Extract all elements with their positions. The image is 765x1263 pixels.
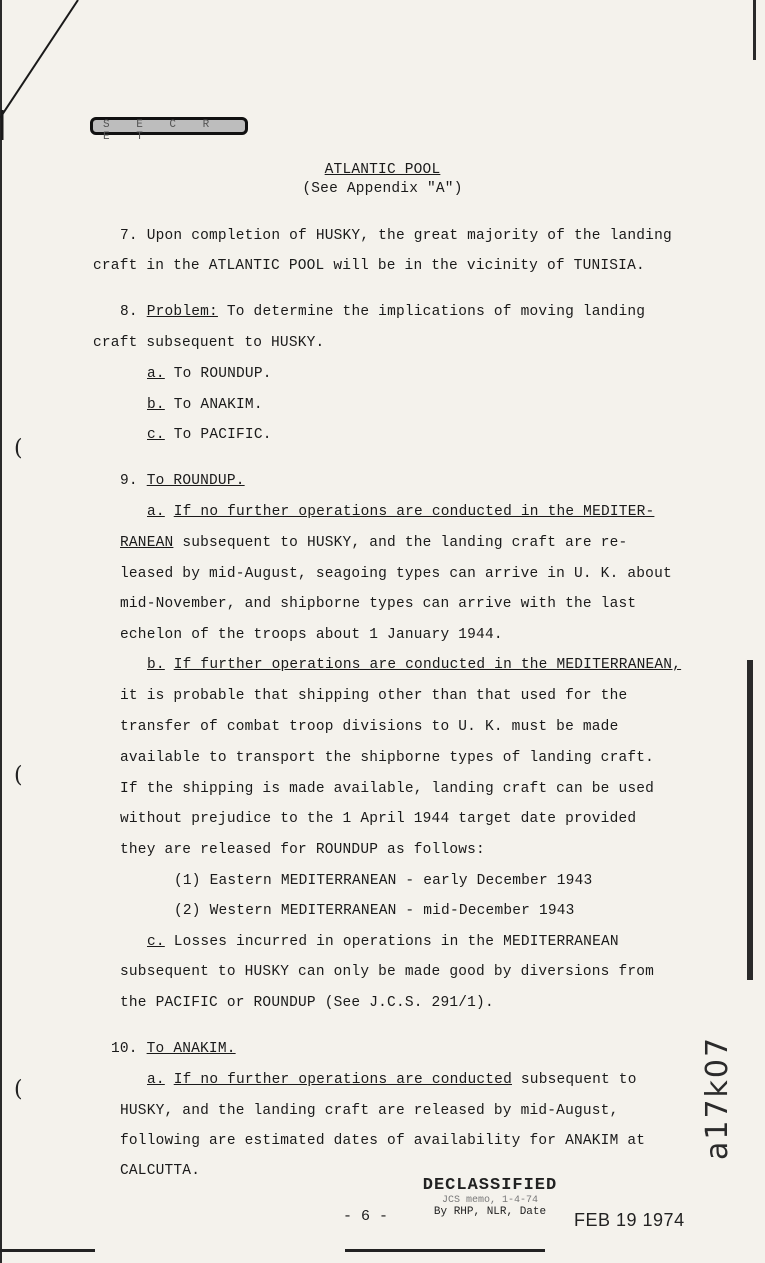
para10a-line-4: CALCUTTA. <box>120 1163 201 1179</box>
para8-number: 8. <box>120 304 147 320</box>
page-title: ATLANTIC POOL <box>324 162 441 178</box>
para9a-line-1 <box>147 504 654 520</box>
para9-heading-text: To ROUNDUP. <box>146 473 245 489</box>
para9b-line-7: they are released for ROUNDUP as follows: <box>120 842 485 858</box>
page-subtitle: (See Appendix "A") <box>302 181 463 197</box>
para10a-underlined: If no further operations are conducted <box>173 1072 512 1088</box>
bottom-rule-center <box>345 1249 545 1252</box>
para8-item-c-letter: c. <box>147 427 165 443</box>
secret-stamp-text: S E C R E T <box>103 119 220 143</box>
para9a-line-3: leased by mid-August, seagoing types can arrive in U. K. about <box>120 566 672 582</box>
para8-line-1 <box>120 304 645 320</box>
para8-line-2: craft subsequent to HUSKY. <box>93 335 325 351</box>
para9b-line-4: available to transport the shipborne types of landing craft. <box>120 750 655 766</box>
para8-item-c-text: To PACIFIC. <box>164 427 272 443</box>
para7-line-2: craft in the ATLANTIC POOL will be in the vicinity of TUNISIA. <box>93 258 645 274</box>
para9b-sub-1: (1) Eastern MEDITERRANEAN - early December 1943 <box>174 873 593 889</box>
left-margin-bracket-2: ( <box>14 763 23 788</box>
para9a-underlined-2: RANEAN <box>120 535 174 551</box>
para10a-line-1 <box>147 1072 637 1088</box>
declass-title: DECLASSIFIED <box>422 1176 558 1195</box>
left-margin-bracket-3: ( <box>14 1077 23 1102</box>
secret-classification-stamp <box>90 117 248 143</box>
para7-line-1: 7. Upon completion of HUSKY, the great majority of the landing <box>120 228 672 244</box>
para10-number: 10. <box>111 1041 147 1057</box>
para8-item-b <box>147 397 263 413</box>
para10-heading <box>111 1041 236 1057</box>
para9b-underlined: If further operations are conducted in the MEDITERRANEAN, <box>173 657 682 673</box>
para9c-line-3: the PACIFIC or ROUNDUP (See J.C.S. 291/1). <box>120 995 494 1011</box>
para9a-line-4: mid-November, and shipborne types can arrive with the last <box>120 596 637 612</box>
para8-item-a-text: To ROUNDUP. <box>164 366 272 382</box>
para8-item-a <box>147 366 272 382</box>
bottom-rule-left <box>0 1249 95 1252</box>
para9c-line-2: subsequent to HUSKY can only be made good by diversions from <box>120 964 655 980</box>
para8-problem-label: Problem: <box>146 304 218 320</box>
declassification-stamp <box>400 1176 580 1218</box>
para9-number: 9. <box>120 473 147 489</box>
page-number: - 6 - <box>343 1208 389 1225</box>
para9a-letter: a. <box>147 504 165 520</box>
para9a-line-2-rest: subsequent to HUSKY, and the landing craft are re- <box>173 535 628 551</box>
para9-heading <box>120 473 245 489</box>
declass-reference: JCS memo, 1-4-74 <box>441 1195 538 1206</box>
para10a-line-2: HUSKY, and the landing craft are released by mid-August, <box>120 1103 619 1119</box>
declass-authority: By RHP, NLR, Date <box>433 1206 547 1218</box>
para8-item-b-letter: b. <box>147 397 165 413</box>
para9c-line-1-rest: Losses incurred in operations in the MEDITERRANEAN <box>164 934 619 950</box>
para8-item-b-text: To ANAKIM. <box>164 397 263 413</box>
para8-item-a-letter: a. <box>147 366 165 382</box>
para8-line-1-rest: To determine the implications of moving landing <box>217 304 646 320</box>
para9c-letter: c. <box>147 934 165 950</box>
date-stamp: FEB 19 1974 <box>574 1210 685 1230</box>
para9b-letter: b. <box>147 657 165 673</box>
para9b-line-2: it is probable that shipping other than that used for the <box>120 688 628 704</box>
para9b-sub-2: (2) Western MEDITERRANEAN - mid-December 1943 <box>174 903 575 919</box>
para9b-line-3: transfer of combat troop divisions to U. K. must be made <box>120 719 619 735</box>
right-edge-rule-top <box>753 0 756 60</box>
para10a-letter: a. <box>147 1072 165 1088</box>
para9b-line-6: without prejudice to the 1 April 1944 target date provided <box>120 811 637 827</box>
para9b-line-5: If the shipping is made available, landing craft can be used <box>120 781 655 797</box>
left-margin-bracket-1: ( <box>14 436 23 461</box>
para9a-line-5: echelon of the troops about 1 January 1944. <box>120 627 503 643</box>
para10-heading-text: To ANAKIM. <box>146 1041 236 1057</box>
para10a-line-3: following are estimated dates of availability for ANAKIM at <box>120 1133 646 1149</box>
handwritten-document-code: a17k07 <box>700 1035 735 1160</box>
para9b-line-1 <box>147 657 681 673</box>
para9c-line-1 <box>147 934 619 950</box>
para9a-line-2 <box>120 535 627 551</box>
right-edge-rule-bottom <box>747 660 753 980</box>
para9a-underlined: If no further operations are conducted in the MEDITER- <box>173 504 655 520</box>
para8-item-c <box>147 427 272 443</box>
para10a-line-1-rest: subsequent to <box>511 1072 637 1088</box>
